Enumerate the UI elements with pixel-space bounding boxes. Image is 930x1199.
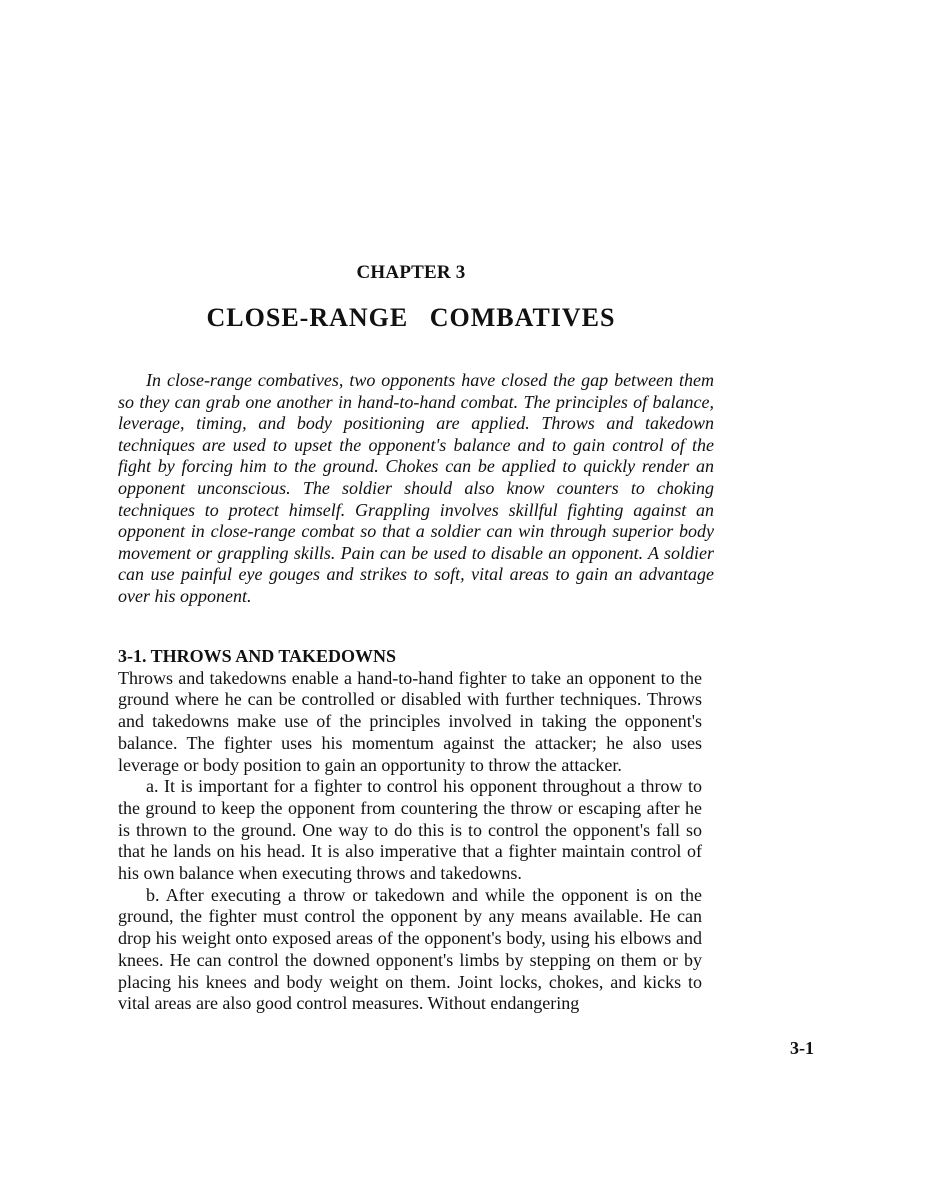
body-paragraph-a: a. It is important for a fighter to control his opponent throughout a throw to the ground to keep the opponent from countering the throw or escaping after he is thrown to the ground. One way to do this is to control the opponent's fall so that he lands on his head. It is also imperative that a fighter maintain control of his own balance when executing throws and takedowns. bbox=[118, 776, 702, 884]
body-paragraph: Throws and takedowns enable a hand-to-hand fighter to take an opponent to the ground where he can be controlled or disabled with further techniques. Throws and takedowns make use of the principles involved in taking the opponent's balance. The fighter uses his momentum against the attacker; he also uses leverage or body position to gain an opportunity to throw the attacker. bbox=[118, 667, 702, 775]
section-throws-and-takedowns bbox=[118, 646, 702, 1015]
body-paragraph-b: b. After executing a throw or takedown and while the opponent is on the ground, the fighter must control the opponent by any means available. He can drop his weight onto exposed areas of the opponent's body, using his elbows and knees. He can control the downed opponent's limbs by stepping on them or by placing his knees and body weight on them. Joint locks, chokes, and kicks to vital areas are also good control measures. Without endangering bbox=[118, 884, 702, 1014]
chapter-title: CLOSE-RANGE COMBATIVES bbox=[206, 303, 616, 332]
intro-paragraph: In close-range combatives, two opponents have closed the gap between them so they can grab one another in hand-to-hand combat. The principles of balance, leverage, timing, and body positioning are applied. Throws and takedown techniques are used to upset the opponent's balance and to gain control of the fight by forcing him to the ground. Chokes can be applied to quickly render an opponent unconscious. The soldier should also know counters to choking techniques to protect himself. Grappling involves skillful fighting against an opponent in close-range combat so that a soldier can win through superior body movement or grappling skills. Pain can be used to disable an opponent. A soldier can use painful eye gouges and strikes to soft, vital areas to gain an advantage over his opponent. bbox=[118, 370, 714, 606]
chapter-label: CHAPTER 3 bbox=[356, 262, 466, 283]
section-heading: 3-1. THROWS AND TAKEDOWNS bbox=[118, 646, 397, 666]
page-number: 3-1 bbox=[790, 1038, 814, 1058]
